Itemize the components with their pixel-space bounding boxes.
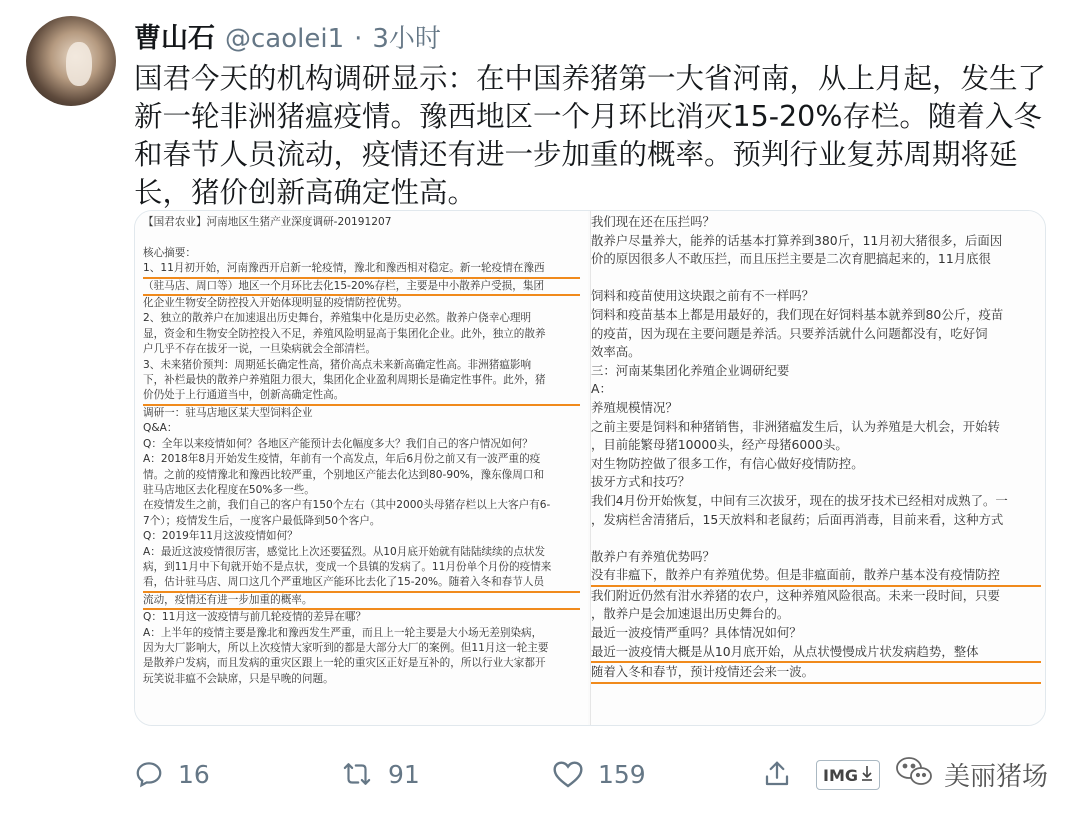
report-text-line: 驻马店地区去化程度在50%多一些。 xyxy=(143,483,315,496)
report-text-line: A：最近这波疫情很厉害，感觉比上次还要猛烈。从10月底开始就有陆陆续续的点状发 xyxy=(143,545,546,558)
report-text-line: 散养户尽量养大，能养的话基本打算养到380斤，11月初大猪很多，后面因 xyxy=(591,232,1003,248)
report-text-line: （驻马店、周口等）地区一个月环比去化15-20%存栏，主要是中小散养户受损，集团 xyxy=(143,279,580,296)
watermark xyxy=(894,752,1048,796)
report-text-line: 是散养户发病，而且发病的重灾区跟上一轮的重灾区正好是互补的，所以行业大家都开 xyxy=(143,657,546,670)
retweet-button[interactable] xyxy=(340,752,420,796)
report-text-line: 拔牙方式和技巧？ xyxy=(591,474,691,490)
retweet-icon xyxy=(340,759,374,789)
report-text-line: 下，补栏最快的散养户养殖阻力很大，集团化企业盈利周期长是确定性事件。此外，猪 xyxy=(143,374,546,387)
report-text-line: Q：11月这一波疫情与前几轮疫情的差异在哪？ xyxy=(143,611,367,624)
report-text-line: 在疫情发生之前，我们自己的客户有150个左右（其中2000头母猪存栏以上大客户有6- xyxy=(143,499,551,512)
tweet-media-image[interactable] xyxy=(134,210,1046,726)
report-text-line: 我们4月份开始恢复，中间有三次拔牙，现在的拔牙技术已经相对成熟了。一 xyxy=(591,492,1008,508)
report-text-line: ，散养户是会加速退出历史舞台的。 xyxy=(591,606,790,622)
report-text-line: 散养户有养殖优势吗？ xyxy=(591,548,715,564)
report-text-line: 三：河南某集团化养殖企业调研纪要 xyxy=(591,362,790,378)
report-text-line: 价仍处于上行通道当中，创新高确定性高。 xyxy=(143,388,580,405)
reply-count: 16 xyxy=(178,759,210,789)
report-text-line: 3、未来猪价预判：周期延长确定性高，猪价高点未来新高确定性高。非洲猪瘟影响 xyxy=(143,358,532,371)
reply-icon xyxy=(134,759,164,789)
report-text-line: 饲料和疫苗基本上都是用最好的，我们现在好饲料基本就养到80公斤，疫苗 xyxy=(591,306,1004,322)
report-text-line: ，目前能繁母猪10000头，经产母猪6000头。 xyxy=(591,437,848,453)
report-text-line: Q：全年以来疫情如何？各地区产能预计去化幅度多大？我们自己的客户情况如何？ xyxy=(143,437,533,450)
report-text-line: 显，资金和生物安全防控投入不足，养殖风险明显高于集团化企业。此外，独立的散养 xyxy=(143,327,546,340)
download-icon xyxy=(861,765,873,785)
tweet-timestamp[interactable]: 3小时 xyxy=(372,24,441,54)
report-text-line: 我们现在还在压拦吗？ xyxy=(591,214,715,229)
report-text-line xyxy=(143,230,580,245)
report-text-line: A： xyxy=(591,381,612,397)
report-text-line: 户几乎不存在拔牙一说，一旦染病就会全部清栏。 xyxy=(143,343,377,356)
report-text-line: 7个）；疫情发生后，一度客户最低降到50个客户。 xyxy=(143,514,381,527)
report-text-line: 的疫苗，因为现在主要问题是养活。只要养活就什么问题都没有，吃好饲 xyxy=(591,325,988,341)
report-text-line: 效率高。 xyxy=(591,344,641,360)
tweet-text: 国君今天的机构调研显示：在中国养猪第一大省河南，从上月起，发生了新一轮非洲猪瘟疫情。豫西地区一个月环比消灭15-20%存栏。随着入冬和春节人员流动，疫情还有进一步加重的概率。预判行业复苏周期将延长，猪价创新高确定性高。 xyxy=(134,62,1047,209)
report-text-line: A：2018年8月开始发生疫情，年前有一个高发点，年后6月份之前又有一波严重的疫 xyxy=(143,453,541,466)
share-icon xyxy=(762,759,792,789)
report-text-line: 玩笑说非瘟不会缺席，只是早晚的问题。 xyxy=(143,672,334,685)
report-text-line: 看，估计驻马店、周口这几个严重地区产能环比去化了15-20%。随着入冬和春节人员 xyxy=(143,575,580,592)
image-badge[interactable] xyxy=(816,760,880,790)
retweet-count: 91 xyxy=(388,759,420,789)
report-text-line: 病，到11月中下旬就开始不是点状，变成一个县镇的发病了。11月份单个月份的疫情来 xyxy=(143,560,552,573)
reply-button[interactable] xyxy=(134,752,210,796)
heart-icon xyxy=(552,759,584,789)
report-right-column xyxy=(590,211,1046,725)
report-text-line: 没有非瘟下，散养户有养殖优势。但是非瘟面前，散养户基本没有疫情防控 xyxy=(591,566,1041,587)
like-count: 159 xyxy=(598,759,646,789)
report-text-line: 因为大厂影响大，所以上次疫情大家听到的都是大部分大厂的案例。但11月这一轮主要 xyxy=(143,641,549,654)
report-text-line xyxy=(591,529,1041,548)
like-button[interactable] xyxy=(552,752,646,796)
report-text-line: 饲料和疫苗使用这块跟之前有不一样吗？ xyxy=(591,288,815,304)
share-button[interactable] xyxy=(762,752,792,796)
author-handle[interactable]: @caolei1 xyxy=(225,24,345,54)
separator-dot: · xyxy=(354,24,363,54)
report-text-line: 2、独立的散养户在加速退出历史舞台，养殖集中化是历史必然。散养户侥幸心理明 xyxy=(143,312,532,325)
report-text-line: 之前主要是饲料和种猪销售，非洲猪瘟发生后，认为养殖是大机会，开始转 xyxy=(591,418,1000,434)
report-text-line: 1、11月初开始，河南豫西开启新一轮疫情，豫北和豫西相对稳定。新一轮疫情在豫西 xyxy=(143,261,580,278)
report-text-line: Q&A： xyxy=(143,422,178,435)
report-text-line: Q：2019年11月这波疫情如何？ xyxy=(143,530,298,543)
wechat-icon xyxy=(894,755,934,793)
image-badge-label: IMG xyxy=(823,765,859,785)
report-text-line: 情。之前的疫情豫北和豫西比较严重，个别地区产能去化达到80-90%，豫东像周口和 xyxy=(143,468,545,481)
report-text-line: 最近一波疫情严重吗？具体情况如何？ xyxy=(591,625,802,641)
report-text-line: 化企业生物安全防控投入开始体现明显的疫情防控优势。 xyxy=(143,297,408,310)
report-text-line: 我们附近仍然有泔水养猪的农户，这种养殖风险很高。未来一段时间，只要 xyxy=(591,587,1000,603)
watermark-text: 美丽猪场 xyxy=(944,761,1049,792)
tweet-header xyxy=(134,16,441,56)
report-text-line: 核心摘要： xyxy=(143,246,196,259)
report-text-line: 价的原因很多人不敢压拦，而且压拦主要是二次育肥搞起来的，11月底很 xyxy=(591,251,991,267)
report-text-line: 【国君农业】河南地区生猪产业深度调研-20191207 xyxy=(143,216,392,228)
report-text-line xyxy=(591,269,1041,288)
report-text-line: 随着入冬和春节，预计疫情还会来一波。 xyxy=(591,663,1041,684)
report-text-line: 对生物防控做了很多工作，有信心做好疫情防控。 xyxy=(591,455,864,471)
report-text-line: 调研一：驻马店地区某大型饲料企业 xyxy=(143,406,313,419)
author-avatar[interactable] xyxy=(26,16,116,106)
report-text-line: 最近一波疫情大概是从10月底开始，从点状慢慢成片状发病趋势，整体 xyxy=(591,643,1041,664)
tweet-actions xyxy=(134,752,1054,796)
report-left-column xyxy=(135,211,588,725)
report-text-line: 流动，疫情还有进一步加重的概率。 xyxy=(143,593,580,610)
author-name[interactable]: 曹山石 xyxy=(134,23,215,54)
report-text-line: A：上半年的疫情主要是豫北和豫西发生严重，而且上一轮主要是大小场无差别染病， xyxy=(143,626,543,639)
report-text-line: 养殖规模情况？ xyxy=(591,399,678,415)
report-text-line: ，发病栏舍清猪后，15天放料和老鼠药；后面再消毒，目前来看，这种方式 xyxy=(591,511,1004,527)
